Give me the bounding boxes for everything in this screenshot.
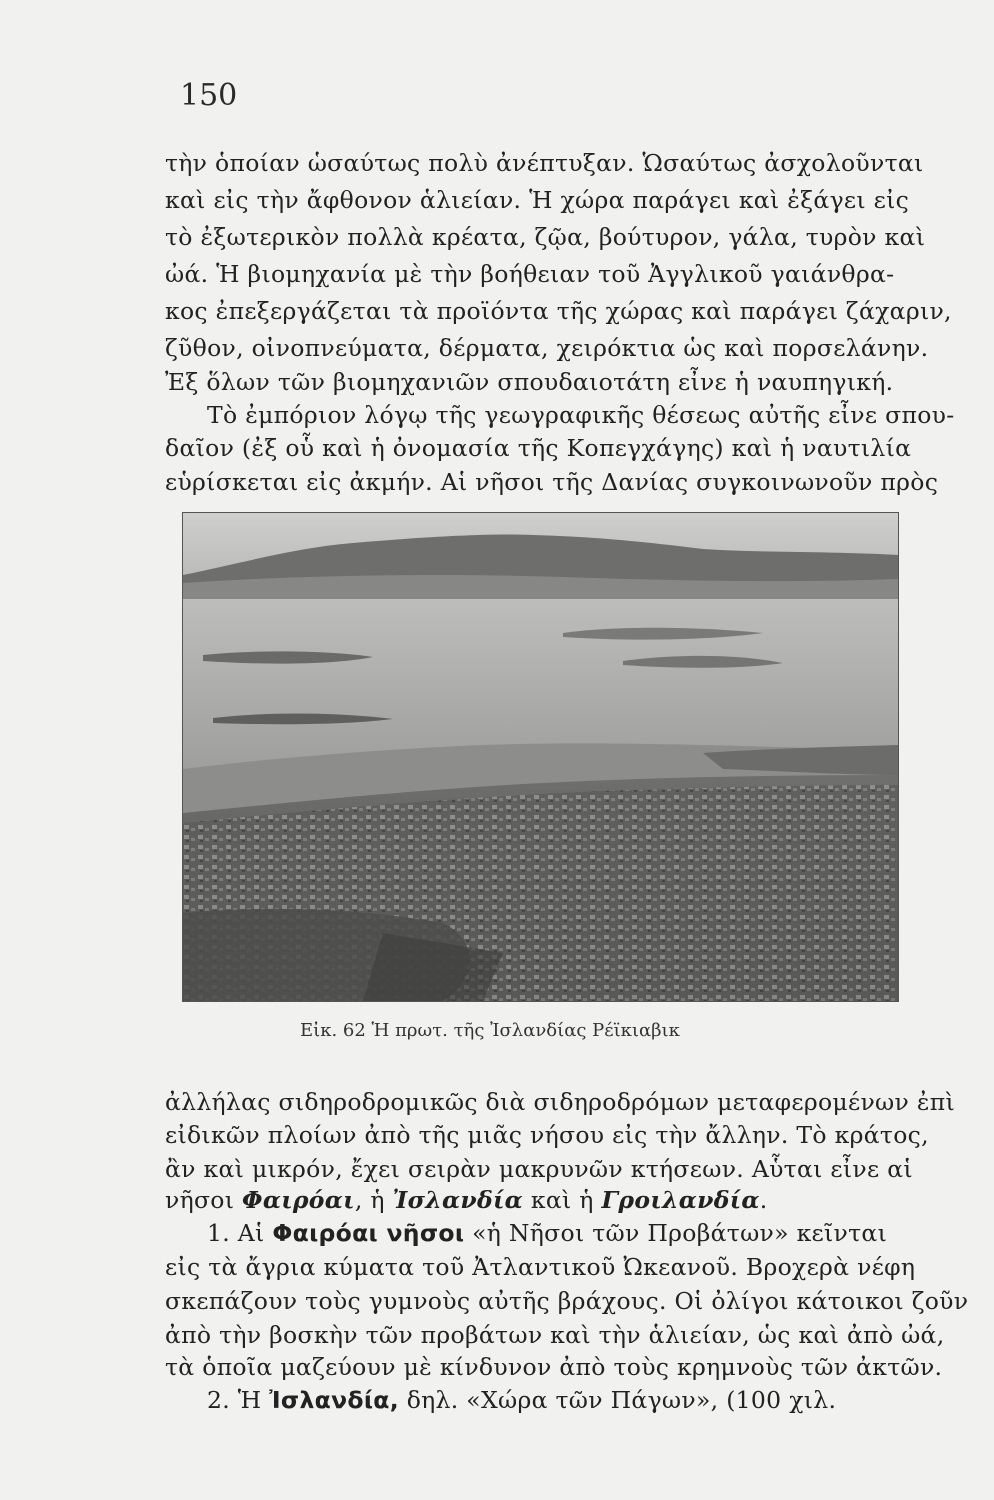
text-line: ἂν καὶ μικρόν, ἔχει σειρὰν μακρυνῶν κτήσεων. Αὗται εἶνε αἱ xyxy=(165,1155,913,1183)
text-fragment: . xyxy=(759,1186,768,1214)
text-line: ὠά. Ἡ βιομηχανία μὲ τὴν βοήθειαν τοῦ Ἀγγλικοῦ γαιάνθρα- xyxy=(165,260,895,288)
faroe-islands-name: Φαιρόαι xyxy=(242,1186,355,1214)
text-line: δαῖον (ἐξ οὗ καὶ ἡ ὀνομασία τῆς Κοπεγχάγης) καὶ ἡ ναυτιλία xyxy=(165,434,912,462)
text-line: τὴν ὁποίαν ὡσαύτως πολὺ ἀνέπτυξαν. Ὡσαύτως ἀσχολοῦνται xyxy=(165,149,924,177)
figure-caption: Εἰκ. 62 Ἡ πρωτ. τῆς Ἰσλανδίας Ρέϊκιαβικ xyxy=(300,1020,680,1041)
iceland-name: Ἰσλανδία xyxy=(392,1186,524,1214)
text-line-islands xyxy=(165,1185,900,1215)
text-line: ἀπὸ τὴν βοσκὴν τῶν προβάτων καὶ τὴν ἁλιείαν, ὡς καὶ ἀπὸ ὠά, xyxy=(165,1321,945,1349)
text-line: εἰδικῶν πλοίων ἀπὸ τῆς μιᾶς νήσου εἰς τὴν ἄλλην. Τὸ κράτος, xyxy=(165,1121,929,1149)
text-line: Τὸ ἐμπόριον λόγῳ τῆς γεωγραφικῆς θέσεως αὐτῆς εἶνε σπου- xyxy=(207,401,955,429)
text-line: ζῦθον, οἰνοπνεύματα, δέρματα, χειρόκτια ὡς καὶ πορσελάνην. xyxy=(165,334,929,362)
section-2-heading-line xyxy=(165,1385,942,1415)
text-fragment: , ἡ xyxy=(354,1186,393,1214)
text-line: Ἐξ ὅλων τῶν βιομηχανιῶν σπουδαιοτάτη εἶνε ἡ ναυπηγική. xyxy=(165,368,894,396)
text-line: σκεπάζουν τοὺς γυμνοὺς αὐτῆς βράχους. Οἱ ὀλίγοι κάτοικοι ζοῦν xyxy=(165,1287,969,1315)
text-line: τὸ ἐξωτερικὸν πολλὰ κρέατα, ζῷα, βούτυρον, γάλα, τυρὸν καὶ xyxy=(165,223,926,251)
section-1-heading-line xyxy=(165,1218,942,1248)
text-line: καὶ εἰς τὴν ἄφθονον ἁλιείαν. Ἡ χώρα παράγει καὶ ἐξάγει εἰς xyxy=(165,186,910,214)
greenland-name: Γροιλανδία xyxy=(601,1186,760,1214)
text-fragment: «ἡ Νῆσοι τῶν Προβάτων» κεῖνται xyxy=(464,1219,888,1247)
text-line: κος ἐπεξεργάζεται τὰ προϊόντα τῆς χώρας καὶ παράγει ζάχαριν, xyxy=(165,297,952,325)
text-line: ἀλλήλας σιδηροδρομικῶς διὰ σιδηροδρόμων μεταφερομένων ἐπὶ xyxy=(165,1088,956,1116)
section-number: 1. Αἱ xyxy=(207,1219,273,1247)
text-line: εὑρίσκεται εἰς ἀκμήν. Αἱ νῆσοι τῆς Δανίας συγκοινωνοῦν πρὸς xyxy=(165,468,939,496)
section-1-heading: Φαιρόαι νῆσοι xyxy=(272,1219,465,1247)
text-line: τὰ ὁποῖα μαζεύουν μὲ κίνδυνον ἀπὸ τοὺς κρημνοὺς τῶν ἀκτῶν. xyxy=(165,1353,943,1381)
section-2-heading: Ἰσλανδία, xyxy=(269,1386,399,1414)
text-fragment: δηλ. «Χώρα τῶν Πάγων», (100 χιλ. xyxy=(398,1386,837,1414)
text-line: εἰς τὰ ἄγρια κύματα τοῦ Ἀτλαντικοῦ Ὠκεανοῦ. Βροχερὰ νέφη xyxy=(165,1253,916,1281)
aerial-photo-image xyxy=(183,513,898,1001)
text-fragment: καὶ ἡ xyxy=(523,1186,602,1214)
section-number: 2. Ἡ xyxy=(207,1386,270,1414)
page-number: 150 xyxy=(180,78,238,113)
reykjavik-photo xyxy=(182,512,899,1002)
text-fragment: νῆσοι xyxy=(165,1186,243,1214)
